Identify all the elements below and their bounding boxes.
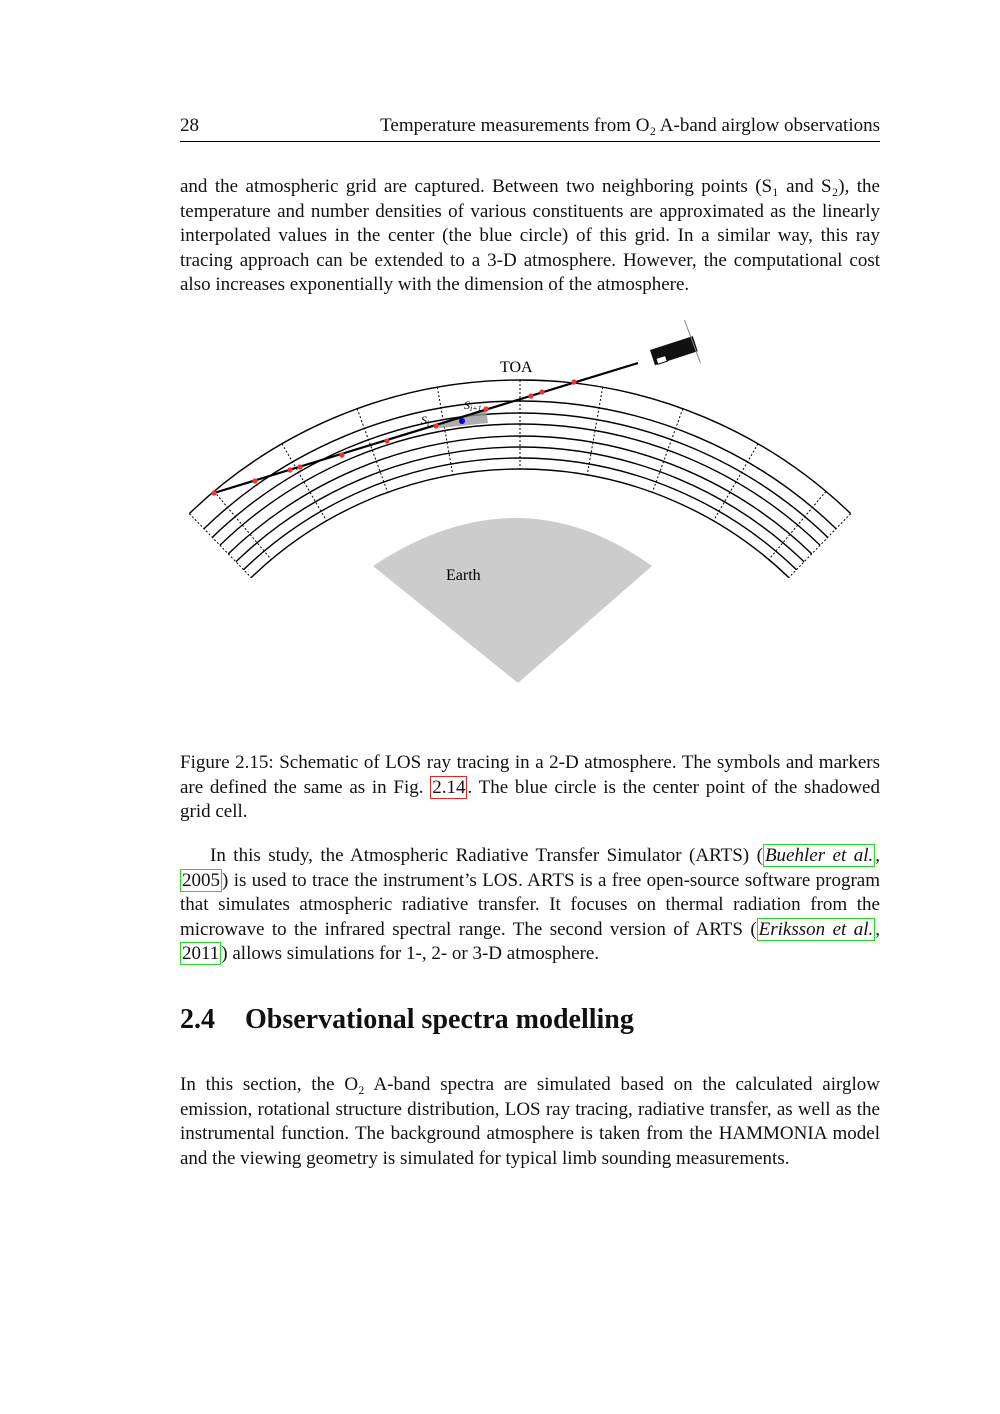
grid-edge-line — [189, 514, 251, 578]
intersection-point — [384, 438, 389, 443]
s-i-subscript: i — [427, 419, 430, 428]
intersection-point — [297, 464, 302, 469]
paragraph-2-text: , — [875, 918, 880, 940]
section-title: Observational spectra modelling — [245, 1004, 634, 1035]
intersection-point — [339, 452, 344, 457]
figure-ref-link[interactable]: 2.14 — [432, 776, 466, 798]
intersection-point — [539, 389, 544, 394]
intersection-point — [252, 478, 257, 483]
paragraph-2-text: ) allows simulations for 1-, 2- or 3-D atmosphere. — [221, 943, 600, 964]
paragraph-2-text: , — [875, 845, 880, 866]
citation-eriksson-year[interactable]: 2011 — [182, 943, 220, 964]
page-number: 28 — [180, 115, 199, 136]
paragraph-2 — [180, 844, 880, 967]
figure-caption — [180, 751, 880, 825]
running-title: Temperature measurements from O₂ A-band airglow observations — [380, 115, 880, 136]
s-i-label — [421, 413, 429, 428]
s-i1-subscript: i+1 — [470, 404, 482, 413]
grid-radial-line — [652, 409, 682, 493]
citation-buehler-year[interactable]: 2005 — [182, 869, 220, 891]
intersection-point — [433, 423, 438, 428]
section-number: 2.4 — [180, 1004, 215, 1035]
intersection-point — [287, 467, 292, 472]
grid-edge-line — [789, 514, 851, 578]
citation-eriksson[interactable]: Eriksson et al. — [758, 918, 874, 940]
intersection-point — [571, 379, 576, 384]
intersection-point — [528, 393, 533, 398]
section-heading — [180, 1004, 664, 1035]
center-point — [459, 418, 465, 424]
caption-text-start: Figure 2.15: Schematic of LOS ray tracing in a 2-D atmosphere. The symbols and markers are defined the same as in Fig. — [180, 752, 880, 798]
citation-buehler[interactable]: Buehler et al. — [764, 845, 874, 866]
intersection-point — [483, 406, 488, 411]
paragraph-2-text: ) is used to trace the instrument’s LOS. ARTS is a free open-source software program that simulates atmospheric radiative transfer. It focuses on thermal radiation from the microwave to the infrared spectral range. The second version of ARTS ( — [180, 869, 880, 940]
toa-label: TOA — [500, 359, 533, 376]
earth-label: Earth — [446, 567, 481, 584]
paragraph-1: and the atmospheric grid are captured. Between two neighboring points (S₁ and S₂), the temperature and number densities of various constituents are approximated as the linearly interpolated values in the center (the blue circle) of this grid. In a similar way, this ray tracing approach can be extended to a 3-D atmosphere. However, the computational cost also increases exponentially with the dimension of the atmosphere. — [180, 176, 880, 295]
intersection-point — [211, 490, 216, 495]
s-i1-label — [464, 398, 482, 413]
satellite-icon — [644, 319, 701, 377]
grid-radial-line — [357, 409, 387, 493]
caption-text-end: . The blue circle is the center point of the shadowed grid cell. — [180, 776, 880, 822]
grid-radial-line — [769, 491, 826, 559]
earth-sector — [373, 518, 652, 683]
grid-radial-line — [214, 491, 271, 559]
paragraph-3: In this section, the O₂ A-band spectra are simulated based on the calculated airglow emission, rotational structure distribution, LOS ray tracing, radiative transfer, as well as the instrumental function. The background atmosphere is taken from the HAMMONIA model and the viewing geometry is simulated for typical limb sounding measurements. — [180, 1074, 880, 1169]
s-i1-symbol: S — [464, 398, 470, 412]
paragraph-2-text: In this study, the Atmospheric Radiative Transfer Simulator (ARTS) ( — [210, 845, 763, 866]
s-i-symbol: S — [421, 413, 427, 427]
